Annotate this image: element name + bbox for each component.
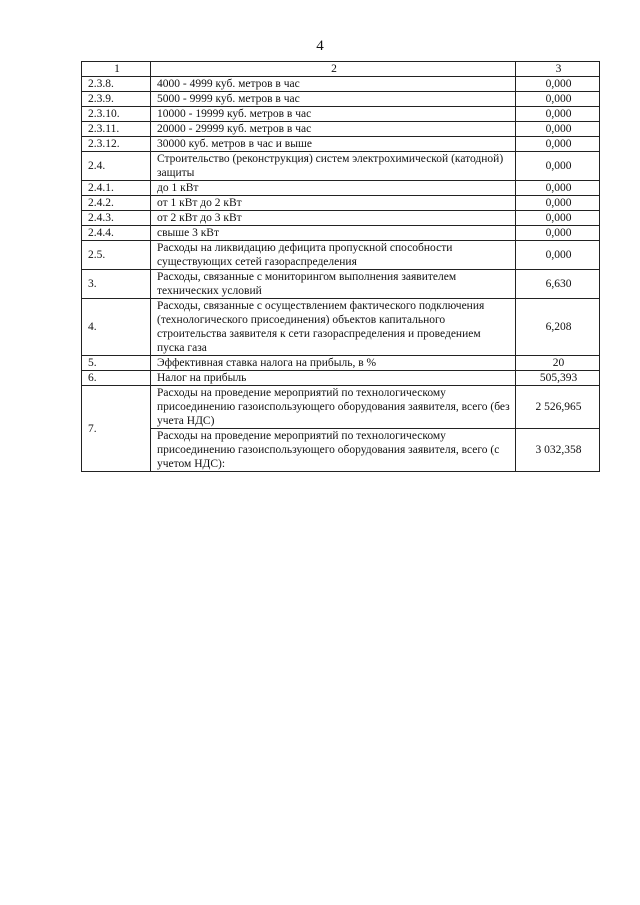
- row-value: 0,000: [516, 77, 600, 92]
- row-value: 0,000: [516, 211, 600, 226]
- row-value: 505,393: [516, 371, 600, 386]
- table-row: [82, 429, 600, 472]
- row-number: 2.4.2.: [82, 196, 151, 211]
- row-number: 2.3.10.: [82, 107, 151, 122]
- table-row: [82, 371, 600, 386]
- header-row: [82, 62, 600, 77]
- row-value: 3 032,358: [516, 429, 600, 472]
- row-number: 4.: [82, 299, 151, 356]
- row-description: Расходы на проведение мероприятий по технологическому присоединению газоиспользующего оборудования заявителя, всего (без учета НДС): [151, 386, 516, 429]
- row-number: 3.: [82, 270, 151, 299]
- row-description: Расходы, связанные с мониторингом выполнения заявителем технических условий: [151, 270, 516, 299]
- row-description: 5000 - 9999 куб. метров в час: [151, 92, 516, 107]
- table-row: [82, 226, 600, 241]
- table-row: [82, 152, 600, 181]
- row-description: Налог на прибыль: [151, 371, 516, 386]
- row-number: 2.5.: [82, 241, 151, 270]
- row-description: 4000 - 4999 куб. метров в час: [151, 77, 516, 92]
- row-value: 0,000: [516, 226, 600, 241]
- table-row: [82, 77, 600, 92]
- row-description: Строительство (реконструкция) систем электрохимической (катодной) защиты: [151, 152, 516, 181]
- row-number: 2.3.12.: [82, 137, 151, 152]
- row-description: Расходы на проведение мероприятий по технологическому присоединению газоиспользующего оборудования заявителя, всего (с учетом НДС):: [151, 429, 516, 472]
- row-description: 10000 - 19999 куб. метров в час: [151, 107, 516, 122]
- row-value: 0,000: [516, 137, 600, 152]
- row-value: 0,000: [516, 181, 600, 196]
- row-number: 7.: [82, 386, 151, 472]
- row-description: свыше 3 кВт: [151, 226, 516, 241]
- tariff-table: [81, 61, 600, 472]
- table-row: [82, 356, 600, 371]
- row-value: 0,000: [516, 92, 600, 107]
- row-description: Расходы на ликвидацию дефицита пропускной способности существующих сетей газораспределения: [151, 241, 516, 270]
- row-description: от 1 кВт до 2 кВт: [151, 196, 516, 211]
- row-value: 2 526,965: [516, 386, 600, 429]
- header-col-1: 1: [82, 62, 151, 77]
- table-row: [82, 299, 600, 356]
- row-value: 6,630: [516, 270, 600, 299]
- row-description: Расходы, связанные с осуществлением фактического подключения (технологического присоединения) объектов капитального строительства заявителя к сети газораспределения и проведением пуска газа: [151, 299, 516, 356]
- table-row: [82, 241, 600, 270]
- table-row: [82, 270, 600, 299]
- row-description: Эффективная ставка налога на прибыль, в %: [151, 356, 516, 371]
- table-row: [82, 181, 600, 196]
- row-value: 0,000: [516, 196, 600, 211]
- row-number: 2.3.11.: [82, 122, 151, 137]
- row-number: 2.4.3.: [82, 211, 151, 226]
- row-number: 2.3.8.: [82, 77, 151, 92]
- row-description: от 2 кВт до 3 кВт: [151, 211, 516, 226]
- row-value: 0,000: [516, 122, 600, 137]
- header-col-3: 3: [516, 62, 600, 77]
- table-row: [82, 122, 600, 137]
- row-value: 0,000: [516, 241, 600, 270]
- row-value: 20: [516, 356, 600, 371]
- row-number: 2.4.1.: [82, 181, 151, 196]
- table-row: [82, 196, 600, 211]
- row-value: 6,208: [516, 299, 600, 356]
- table-row: [82, 211, 600, 226]
- row-description: 20000 - 29999 куб. метров в час: [151, 122, 516, 137]
- row-number: 2.4.: [82, 152, 151, 181]
- page-number: 4: [316, 38, 324, 54]
- row-value: 0,000: [516, 107, 600, 122]
- header-col-2: 2: [151, 62, 516, 77]
- table-row: [82, 107, 600, 122]
- row-number: 6.: [82, 371, 151, 386]
- row-description: до 1 кВт: [151, 181, 516, 196]
- row-description: 30000 куб. метров в час и выше: [151, 137, 516, 152]
- table-row: [82, 386, 600, 429]
- row-number: 5.: [82, 356, 151, 371]
- row-number: 2.3.9.: [82, 92, 151, 107]
- row-value: 0,000: [516, 152, 600, 181]
- table-row: [82, 137, 600, 152]
- row-number: 2.4.4.: [82, 226, 151, 241]
- table-row: [82, 92, 600, 107]
